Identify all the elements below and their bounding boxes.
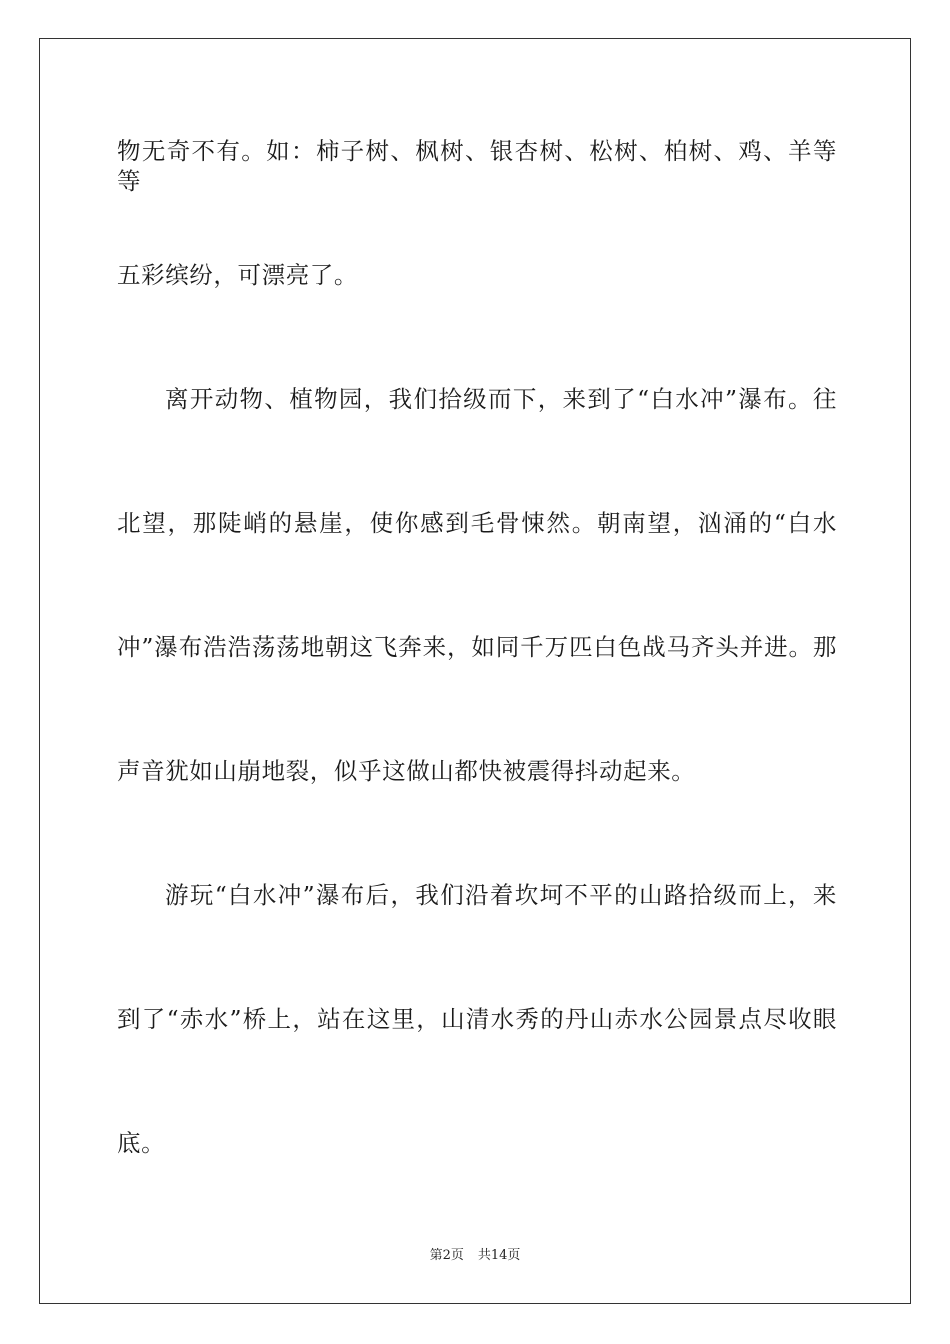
paragraph-line: 底。 bbox=[117, 1129, 166, 1157]
paragraph-line: 离开动物、植物园，我们拾级而下，来到了“白水冲”瀑布。往 bbox=[165, 385, 837, 413]
page-number: 第2页 bbox=[429, 1248, 464, 1263]
paragraph-line: 物无奇不有。如：柿子树、枫树、银杏树、松树、柏树、鸡、羊等等 bbox=[117, 137, 837, 195]
paragraph-line: 五彩缤纷，可漂亮了。 bbox=[117, 261, 358, 289]
page-total: 共14页 bbox=[477, 1248, 521, 1263]
paragraph-line: 到了“赤水”桥上，站在这里，山清水秀的丹山赤水公园景点尽收眼 bbox=[117, 1005, 837, 1033]
paragraph-line: 游玩“白水冲”瀑布后，我们沿着坎坷不平的山路拾级而上，来 bbox=[165, 881, 837, 909]
page-footer bbox=[0, 1247, 950, 1265]
paragraph-line: 冲”瀑布浩浩荡荡地朝这飞奔来，如同千万匹白色战马齐头并进。那 bbox=[117, 633, 837, 661]
page-border bbox=[39, 38, 911, 1304]
paragraph-line: 声音犹如山崩地裂，似乎这做山都快被震得抖动起来。 bbox=[117, 757, 696, 785]
paragraph-line: 北望，那陡峭的悬崖，使你感到毛骨悚然。朝南望，汹涌的“白水 bbox=[117, 509, 837, 537]
